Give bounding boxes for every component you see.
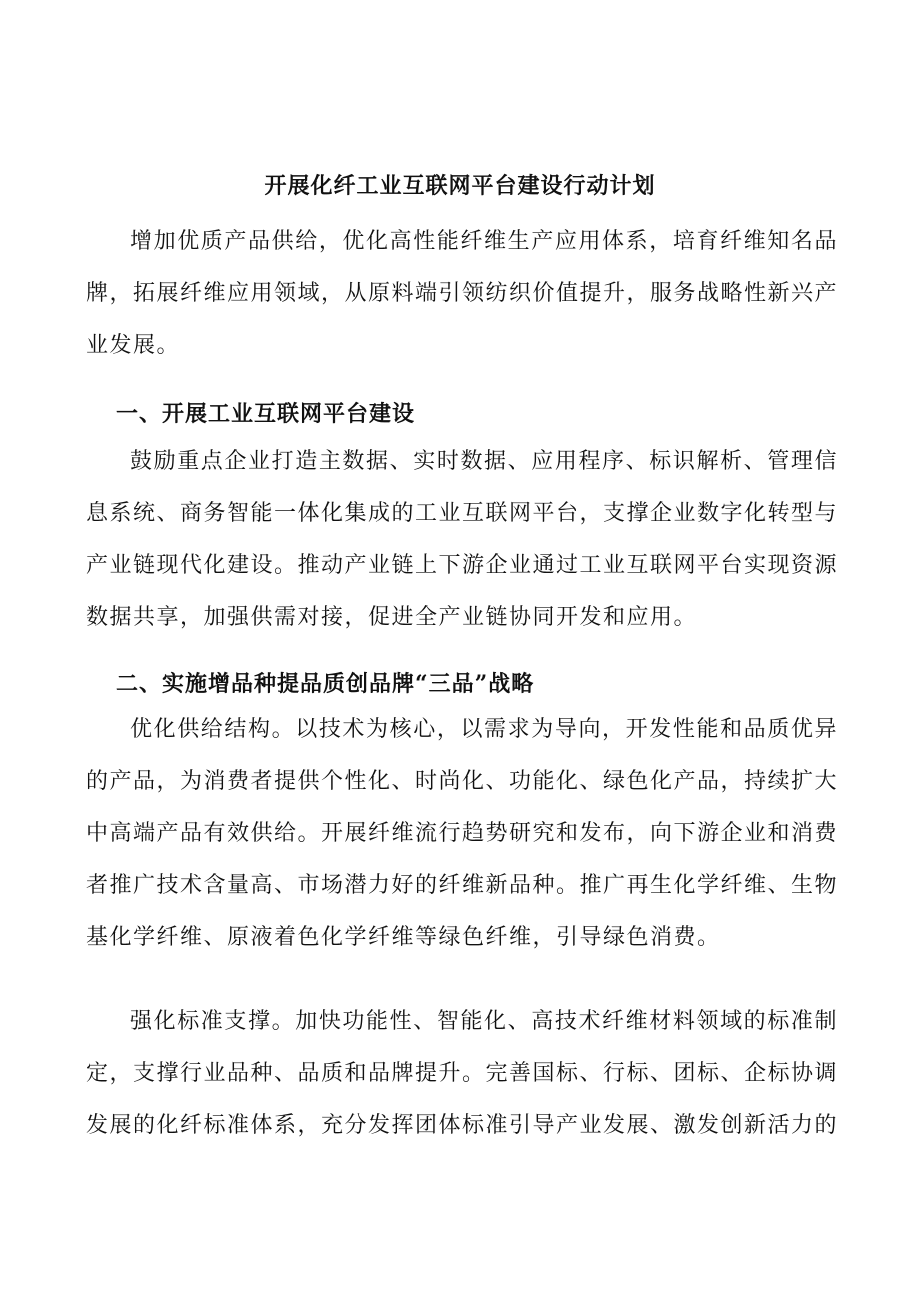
section-1-body: 鼓励重点企业打造主数据、实时数据、应用程序、标识解析、管理信息系统、商务智能一体化集成的工业互联网平台，支撑企业数字化转型与产业链现代化建设。推动产业链上下游企业通过工业互联网平台实现资源数据共享，加强供需对接，促进全产业链协同开发和应用。 — [86, 449, 839, 630]
section-2-paragraph-2: 强化标准支撑。加快功能性、智能化、高技术纤维材料领域的标准制定，支撑行业品种、品质和品牌提升。完善国标、行标、团标、企标协调发展的化纤标准体系，充分发挥团体标准引导产业发展、激发创新活力的 — [86, 1009, 839, 1138]
section-1-heading: 一、开展工业互联网平台建设 — [116, 401, 416, 427]
section-2-heading: 二、实施增品种提品质创品牌“三品”战略 — [116, 671, 535, 697]
intro-paragraph: 增加优质产品供给，优化高性能纤维生产应用体系，培育纤维知名品牌，拓展纤维应用领域，从原料端引领纺织价值提升，服务战略性新兴产业发展。 — [86, 229, 839, 358]
section-2-paragraph-1: 优化供给结构。以技术为核心，以需求为导向，开发性能和品质优异的产品，为消费者提供个性化、时尚化、功能化、绿色化产品，持续扩大中高端产品有效供给。开展纤维流行趋势研究和发布，向下游企业和消费者推广技术含量高、市场潜力好的纤维新品种。推广再生化学纤维、生物基化学纤维、原液着色化学纤维等绿色纤维，引导绿色消费。 — [86, 717, 839, 950]
document-title: 开展化纤工业互联网平台建设行动计划 — [264, 173, 656, 199]
